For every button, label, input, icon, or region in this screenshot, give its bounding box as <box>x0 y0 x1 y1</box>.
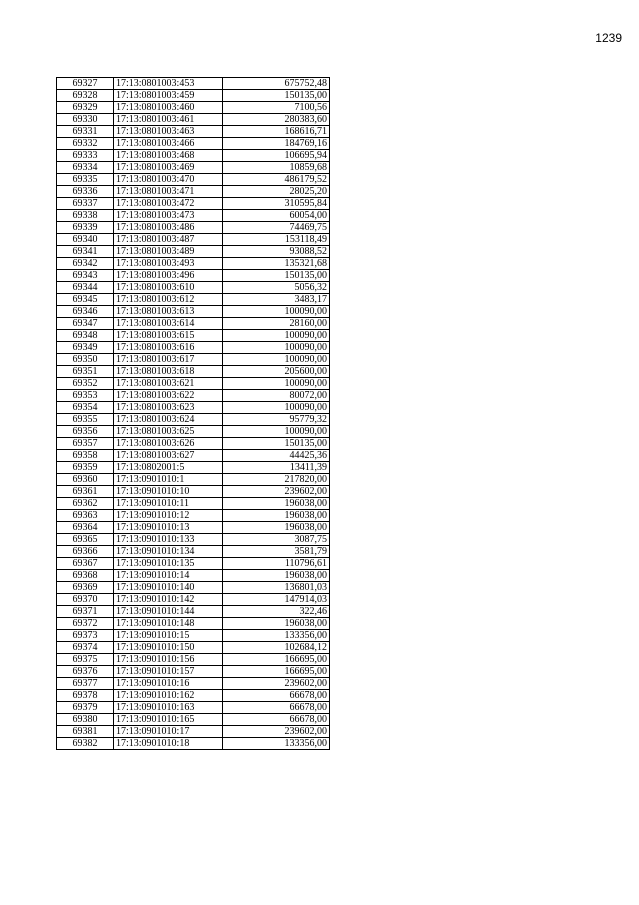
row-number-cell: 69378 <box>57 690 114 702</box>
table-row <box>57 246 330 258</box>
cadastral-number-cell: 17:13:0901010:15 <box>114 630 223 642</box>
row-number-cell: 69332 <box>57 138 114 150</box>
table-row <box>57 270 330 282</box>
cadastral-number-cell: 17:13:0801003:496 <box>114 270 223 282</box>
table-row <box>57 738 330 750</box>
row-number-cell: 69328 <box>57 90 114 102</box>
cadastral-number-cell: 17:13:0801003:614 <box>114 318 223 330</box>
value-cell: 106695,94 <box>223 150 330 162</box>
page-number: 1239 <box>595 31 622 45</box>
row-number-cell: 69372 <box>57 618 114 630</box>
row-number-cell: 69382 <box>57 738 114 750</box>
value-cell: 100090,00 <box>223 330 330 342</box>
row-number-cell: 69338 <box>57 210 114 222</box>
row-number-cell: 69335 <box>57 174 114 186</box>
table-row <box>57 354 330 366</box>
table-row <box>57 378 330 390</box>
value-cell: 168616,71 <box>223 126 330 138</box>
table-row <box>57 282 330 294</box>
value-cell: 166695,00 <box>223 654 330 666</box>
table-row <box>57 582 330 594</box>
value-cell: 93088,52 <box>223 246 330 258</box>
table-row <box>57 630 330 642</box>
value-cell: 10859,68 <box>223 162 330 174</box>
value-cell: 239602,00 <box>223 726 330 738</box>
table-row <box>57 306 330 318</box>
cadastral-number-cell: 17:13:0801003:489 <box>114 246 223 258</box>
table-row <box>57 714 330 726</box>
value-cell: 196038,00 <box>223 498 330 510</box>
row-number-cell: 69377 <box>57 678 114 690</box>
value-cell: 280383,60 <box>223 114 330 126</box>
row-number-cell: 69341 <box>57 246 114 258</box>
value-cell: 3581,79 <box>223 546 330 558</box>
table-row <box>57 414 330 426</box>
row-number-cell: 69373 <box>57 630 114 642</box>
row-number-cell: 69351 <box>57 366 114 378</box>
value-cell: 60054,00 <box>223 210 330 222</box>
cadastral-number-cell: 17:13:0801003:615 <box>114 330 223 342</box>
row-number-cell: 69379 <box>57 702 114 714</box>
table-row <box>57 294 330 306</box>
cadastral-number-cell: 17:13:0901010:135 <box>114 558 223 570</box>
row-number-cell: 69349 <box>57 342 114 354</box>
value-cell: 100090,00 <box>223 426 330 438</box>
cadastral-number-cell: 17:13:0801003:473 <box>114 210 223 222</box>
value-cell: 13411,39 <box>223 462 330 474</box>
value-cell: 44425,36 <box>223 450 330 462</box>
value-cell: 133356,00 <box>223 738 330 750</box>
value-cell: 153118,49 <box>223 234 330 246</box>
cadastral-number-cell: 17:13:0901010:144 <box>114 606 223 618</box>
cadastral-number-cell: 17:13:0801003:610 <box>114 282 223 294</box>
row-number-cell: 69354 <box>57 402 114 414</box>
cadastral-number-cell: 17:13:0801003:472 <box>114 198 223 210</box>
value-cell: 239602,00 <box>223 678 330 690</box>
cadastral-number-cell: 17:13:0901010:165 <box>114 714 223 726</box>
value-cell: 100090,00 <box>223 306 330 318</box>
cadastral-number-cell: 17:13:0801003:626 <box>114 438 223 450</box>
row-number-cell: 69357 <box>57 438 114 450</box>
cadastral-number-cell: 17:13:0901010:150 <box>114 642 223 654</box>
row-number-cell: 69345 <box>57 294 114 306</box>
table-row <box>57 90 330 102</box>
value-cell: 66678,00 <box>223 714 330 726</box>
row-number-cell: 69369 <box>57 582 114 594</box>
table-row <box>57 258 330 270</box>
table-body <box>57 78 330 750</box>
row-number-cell: 69366 <box>57 546 114 558</box>
value-cell: 100090,00 <box>223 378 330 390</box>
cadastral-number-cell: 17:13:0901010:148 <box>114 618 223 630</box>
value-cell: 100090,00 <box>223 402 330 414</box>
value-cell: 133356,00 <box>223 630 330 642</box>
cadastral-number-cell: 17:13:0802001:5 <box>114 462 223 474</box>
value-cell: 135321,68 <box>223 258 330 270</box>
table-row <box>57 210 330 222</box>
table-row <box>57 498 330 510</box>
table-row <box>57 450 330 462</box>
table-row <box>57 666 330 678</box>
table-row <box>57 102 330 114</box>
cadastral-number-cell: 17:13:0901010:18 <box>114 738 223 750</box>
cadastral-number-cell: 17:13:0801003:468 <box>114 150 223 162</box>
cadastral-number-cell: 17:13:0801003:486 <box>114 222 223 234</box>
row-number-cell: 69336 <box>57 186 114 198</box>
row-number-cell: 69376 <box>57 666 114 678</box>
value-cell: 322,46 <box>223 606 330 618</box>
row-number-cell: 69342 <box>57 258 114 270</box>
table-row <box>57 570 330 582</box>
row-number-cell: 69344 <box>57 282 114 294</box>
table-row <box>57 510 330 522</box>
row-number-cell: 69340 <box>57 234 114 246</box>
cadastral-number-cell: 17:13:0901010:142 <box>114 594 223 606</box>
row-number-cell: 69368 <box>57 570 114 582</box>
cadastral-number-cell: 17:13:0901010:12 <box>114 510 223 522</box>
cadastral-number-cell: 17:13:0801003:459 <box>114 90 223 102</box>
value-cell: 239602,00 <box>223 486 330 498</box>
row-number-cell: 69360 <box>57 474 114 486</box>
row-number-cell: 69358 <box>57 450 114 462</box>
value-cell: 147914,03 <box>223 594 330 606</box>
cadastral-number-cell: 17:13:0901010:133 <box>114 534 223 546</box>
value-cell: 3087,75 <box>223 534 330 546</box>
table-row <box>57 162 330 174</box>
table-row <box>57 690 330 702</box>
value-cell: 66678,00 <box>223 690 330 702</box>
cadastral-number-cell: 17:13:0801003:627 <box>114 450 223 462</box>
table-row <box>57 318 330 330</box>
cadastral-number-cell: 17:13:0801003:487 <box>114 234 223 246</box>
row-number-cell: 69356 <box>57 426 114 438</box>
cadastral-number-cell: 17:13:0901010:157 <box>114 666 223 678</box>
table-row <box>57 150 330 162</box>
value-cell: 7100,56 <box>223 102 330 114</box>
row-number-cell: 69371 <box>57 606 114 618</box>
row-number-cell: 69339 <box>57 222 114 234</box>
row-number-cell: 69333 <box>57 150 114 162</box>
value-cell: 80072,00 <box>223 390 330 402</box>
row-number-cell: 69374 <box>57 642 114 654</box>
cadastral-number-cell: 17:13:0801003:493 <box>114 258 223 270</box>
row-number-cell: 69331 <box>57 126 114 138</box>
table-row <box>57 474 330 486</box>
value-cell: 100090,00 <box>223 354 330 366</box>
table-row <box>57 486 330 498</box>
row-number-cell: 69364 <box>57 522 114 534</box>
data-table <box>56 77 330 750</box>
row-number-cell: 69353 <box>57 390 114 402</box>
cadastral-number-cell: 17:13:0801003:612 <box>114 294 223 306</box>
cadastral-number-cell: 17:13:0801003:470 <box>114 174 223 186</box>
row-number-cell: 69359 <box>57 462 114 474</box>
row-number-cell: 69348 <box>57 330 114 342</box>
table-row <box>57 234 330 246</box>
table-row <box>57 366 330 378</box>
row-number-cell: 69343 <box>57 270 114 282</box>
cadastral-number-cell: 17:13:0801003:624 <box>114 414 223 426</box>
cadastral-number-cell: 17:13:0801003:618 <box>114 366 223 378</box>
row-number-cell: 69337 <box>57 198 114 210</box>
cadastral-number-cell: 17:13:0801003:616 <box>114 342 223 354</box>
table-row <box>57 558 330 570</box>
value-cell: 196038,00 <box>223 570 330 582</box>
table-row <box>57 726 330 738</box>
row-number-cell: 69355 <box>57 414 114 426</box>
cadastral-number-cell: 17:13:0801003:461 <box>114 114 223 126</box>
cadastral-number-cell: 17:13:0901010:16 <box>114 678 223 690</box>
row-number-cell: 69381 <box>57 726 114 738</box>
table-row <box>57 174 330 186</box>
cadastral-number-cell: 17:13:0801003:617 <box>114 354 223 366</box>
value-cell: 166695,00 <box>223 666 330 678</box>
value-cell: 675752,48 <box>223 78 330 90</box>
table-row <box>57 606 330 618</box>
value-cell: 136801,03 <box>223 582 330 594</box>
value-cell: 66678,00 <box>223 702 330 714</box>
cadastral-number-cell: 17:13:0901010:17 <box>114 726 223 738</box>
table-row <box>57 426 330 438</box>
row-number-cell: 69375 <box>57 654 114 666</box>
cadastral-number-cell: 17:13:0801003:463 <box>114 126 223 138</box>
cadastral-number-cell: 17:13:0901010:156 <box>114 654 223 666</box>
table-row <box>57 126 330 138</box>
table-row <box>57 522 330 534</box>
table-row <box>57 114 330 126</box>
cadastral-number-cell: 17:13:0801003:623 <box>114 402 223 414</box>
cadastral-number-cell: 17:13:0801003:613 <box>114 306 223 318</box>
value-cell: 28025,20 <box>223 186 330 198</box>
row-number-cell: 69361 <box>57 486 114 498</box>
value-cell: 196038,00 <box>223 522 330 534</box>
value-cell: 196038,00 <box>223 618 330 630</box>
cadastral-number-cell: 17:13:0901010:140 <box>114 582 223 594</box>
cadastral-number-cell: 17:13:0901010:162 <box>114 690 223 702</box>
table-row <box>57 678 330 690</box>
cadastral-number-cell: 17:13:0801003:622 <box>114 390 223 402</box>
cadastral-number-cell: 17:13:0901010:13 <box>114 522 223 534</box>
value-cell: 217820,00 <box>223 474 330 486</box>
cadastral-number-cell: 17:13:0801003:471 <box>114 186 223 198</box>
value-cell: 184769,16 <box>223 138 330 150</box>
value-cell: 95779,32 <box>223 414 330 426</box>
cadastral-number-cell: 17:13:0801003:469 <box>114 162 223 174</box>
row-number-cell: 69370 <box>57 594 114 606</box>
cadastral-number-cell: 17:13:0901010:10 <box>114 486 223 498</box>
cadastral-number-cell: 17:13:0901010:11 <box>114 498 223 510</box>
cadastral-number-cell: 17:13:0801003:453 <box>114 78 223 90</box>
row-number-cell: 69334 <box>57 162 114 174</box>
row-number-cell: 69367 <box>57 558 114 570</box>
cadastral-number-cell: 17:13:0901010:1 <box>114 474 223 486</box>
value-cell: 205600,00 <box>223 366 330 378</box>
table-row <box>57 402 330 414</box>
row-number-cell: 69350 <box>57 354 114 366</box>
row-number-cell: 69330 <box>57 114 114 126</box>
table-row <box>57 138 330 150</box>
cadastral-number-cell: 17:13:0901010:163 <box>114 702 223 714</box>
row-number-cell: 69352 <box>57 378 114 390</box>
value-cell: 150135,00 <box>223 438 330 450</box>
row-number-cell: 69362 <box>57 498 114 510</box>
cadastral-number-cell: 17:13:0801003:460 <box>114 102 223 114</box>
cadastral-number-cell: 17:13:0801003:621 <box>114 378 223 390</box>
table-row <box>57 186 330 198</box>
cadastral-number-cell: 17:13:0801003:466 <box>114 138 223 150</box>
value-cell: 486179,52 <box>223 174 330 186</box>
row-number-cell: 69365 <box>57 534 114 546</box>
value-cell: 150135,00 <box>223 270 330 282</box>
table-row <box>57 594 330 606</box>
table-row <box>57 438 330 450</box>
table-row <box>57 390 330 402</box>
cadastral-number-cell: 17:13:0801003:625 <box>114 426 223 438</box>
row-number-cell: 69329 <box>57 102 114 114</box>
table-row <box>57 546 330 558</box>
value-cell: 150135,00 <box>223 90 330 102</box>
value-cell: 3483,17 <box>223 294 330 306</box>
table-row <box>57 702 330 714</box>
table-row <box>57 330 330 342</box>
table-row <box>57 618 330 630</box>
row-number-cell: 69346 <box>57 306 114 318</box>
cadastral-number-cell: 17:13:0901010:134 <box>114 546 223 558</box>
table-row <box>57 462 330 474</box>
row-number-cell: 69363 <box>57 510 114 522</box>
table-row <box>57 654 330 666</box>
value-cell: 110796,61 <box>223 558 330 570</box>
cadastral-number-cell: 17:13:0901010:14 <box>114 570 223 582</box>
table-row <box>57 534 330 546</box>
row-number-cell: 69380 <box>57 714 114 726</box>
value-cell: 310595,84 <box>223 198 330 210</box>
value-cell: 28160,00 <box>223 318 330 330</box>
table-row <box>57 342 330 354</box>
value-cell: 100090,00 <box>223 342 330 354</box>
table-row <box>57 222 330 234</box>
value-cell: 5056,32 <box>223 282 330 294</box>
row-number-cell: 69347 <box>57 318 114 330</box>
table-row <box>57 78 330 90</box>
table-row <box>57 198 330 210</box>
value-cell: 196038,00 <box>223 510 330 522</box>
value-cell: 102684,12 <box>223 642 330 654</box>
table-row <box>57 642 330 654</box>
value-cell: 74469,75 <box>223 222 330 234</box>
row-number-cell: 69327 <box>57 78 114 90</box>
